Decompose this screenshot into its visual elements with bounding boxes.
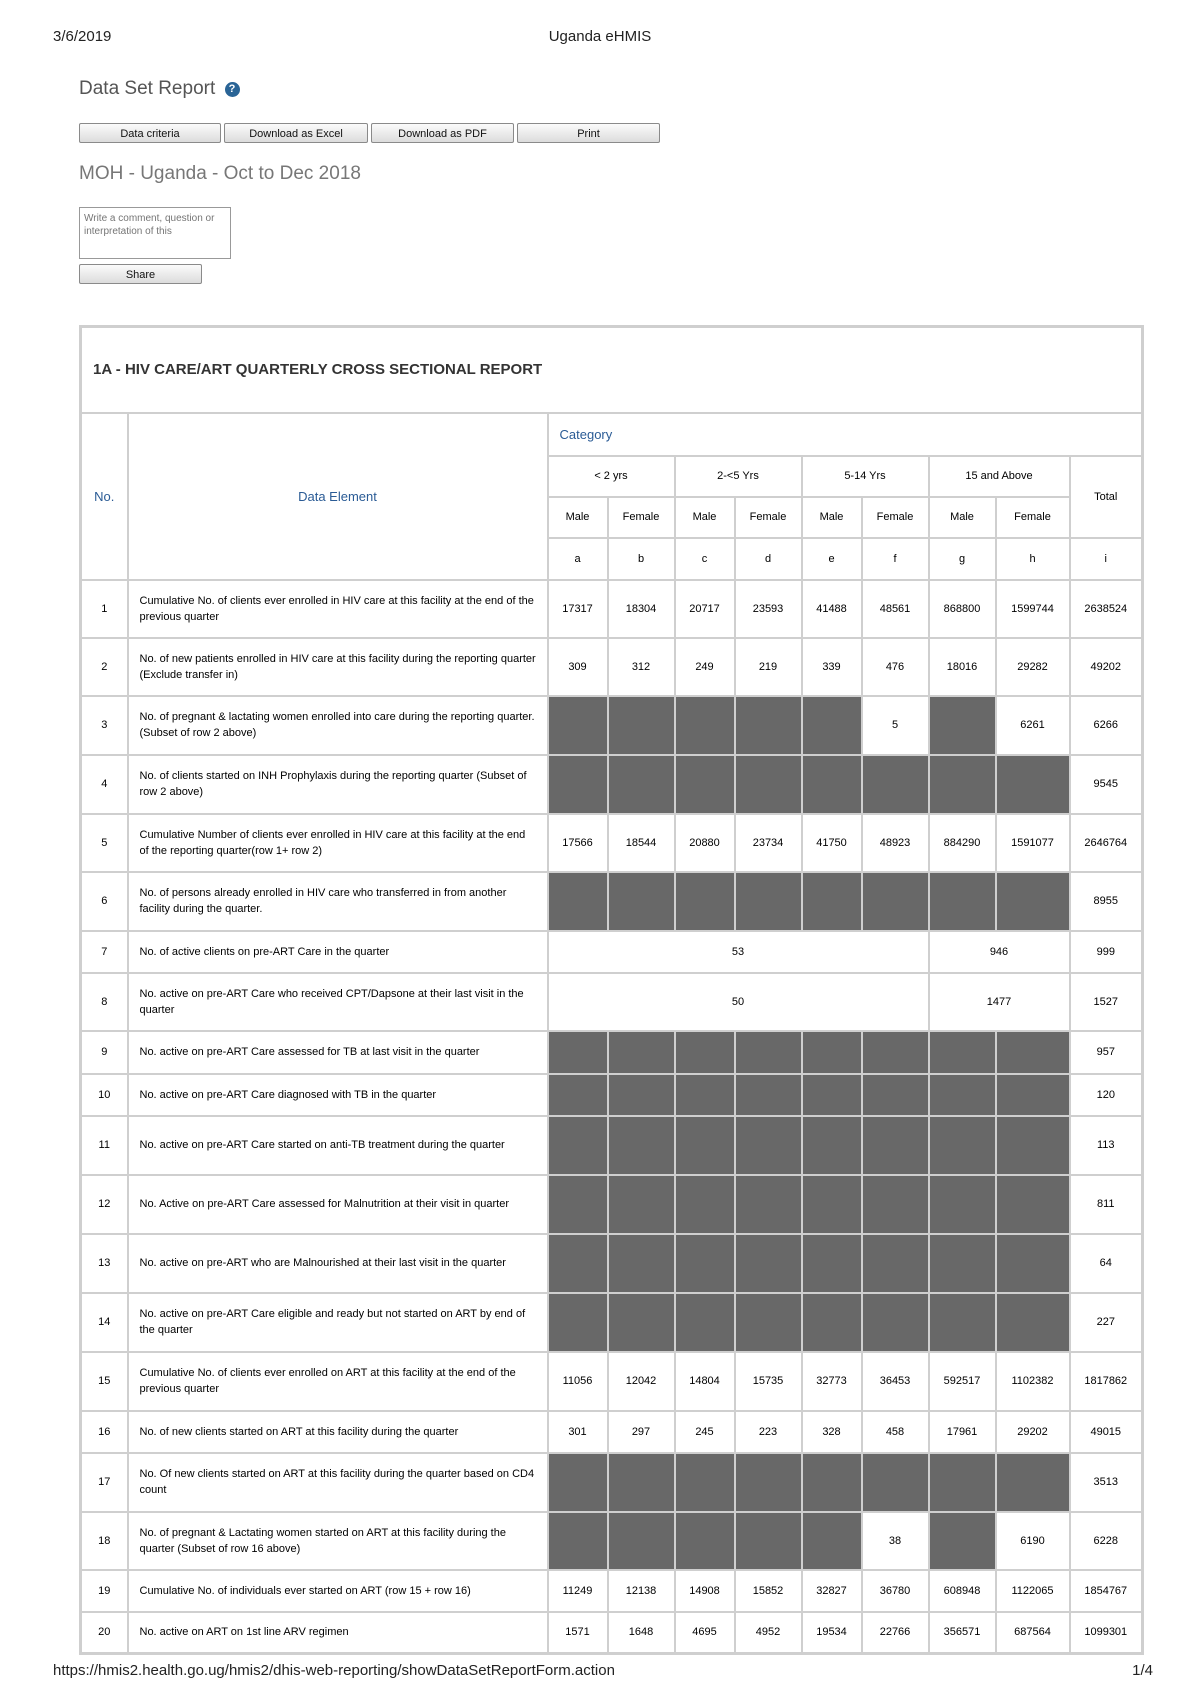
- disabled-cell: [862, 1074, 929, 1116]
- value-cell: 592517: [929, 1352, 996, 1411]
- value-cell: 11056: [548, 1352, 608, 1411]
- row-number: 17: [81, 1453, 128, 1512]
- row-number: 20: [81, 1612, 128, 1654]
- disabled-cell: [802, 1074, 862, 1116]
- share-button[interactable]: Share: [79, 264, 202, 284]
- header-column-letter: a: [548, 538, 608, 580]
- value-cell: 1648: [608, 1612, 675, 1654]
- disabled-cell: [802, 1293, 862, 1352]
- row-number: 12: [81, 1175, 128, 1234]
- disabled-cell: [735, 1074, 802, 1116]
- disabled-cell: [675, 1293, 735, 1352]
- disabled-cell: [996, 1234, 1070, 1293]
- value-cell: 17566: [548, 814, 608, 872]
- disabled-cell: [996, 872, 1070, 931]
- data-element-label: No. of persons already enrolled in HIV care who transferred in from another facility during the quarter.: [128, 872, 548, 931]
- total-cell: 120: [1070, 1074, 1143, 1116]
- disabled-cell: [996, 1293, 1070, 1352]
- disabled-cell: [675, 1116, 735, 1175]
- disabled-cell: [929, 872, 996, 931]
- data-criteria-button[interactable]: Data criteria: [79, 123, 221, 143]
- total-cell: 49015: [1070, 1411, 1143, 1453]
- value-cell: 458: [862, 1411, 929, 1453]
- header-sex: Male: [548, 497, 608, 538]
- total-cell: 113: [1070, 1116, 1143, 1175]
- value-cell: 1599744: [996, 580, 1070, 638]
- table-row: [81, 872, 1143, 931]
- value-cell: 36453: [862, 1352, 929, 1411]
- value-cell: 17961: [929, 1411, 996, 1453]
- disabled-cell: [735, 1031, 802, 1074]
- disabled-cell: [548, 1031, 608, 1074]
- total-cell: 999: [1070, 931, 1143, 973]
- disabled-cell: [548, 1175, 608, 1234]
- row-number: 10: [81, 1074, 128, 1116]
- disabled-cell: [735, 1453, 802, 1512]
- disabled-cell: [608, 872, 675, 931]
- disabled-cell: [608, 1453, 675, 1512]
- row-number: 11: [81, 1116, 128, 1175]
- disabled-cell: [675, 755, 735, 814]
- value-cell: 476: [862, 638, 929, 696]
- data-element-label: No. active on pre-ART Care eligible and ready but not started on ART by end of the quarter: [128, 1293, 548, 1352]
- data-element-label: No. Active on pre-ART Care assessed for Malnutrition at their visit in quarter: [128, 1175, 548, 1234]
- total-cell: 1817862: [1070, 1352, 1143, 1411]
- value-cell: 687564: [996, 1612, 1070, 1654]
- disabled-cell: [735, 755, 802, 814]
- table-row: [81, 931, 1143, 973]
- help-icon[interactable]: ?: [225, 82, 240, 97]
- header-category: Category: [548, 413, 1143, 456]
- row-number: 16: [81, 1411, 128, 1453]
- disabled-cell: [548, 755, 608, 814]
- value-cell: 4952: [735, 1612, 802, 1654]
- data-element-label: No. Of new clients started on ART at this facility during the quarter based on CD4 count: [128, 1453, 548, 1512]
- header-age-group: 5-14 Yrs: [802, 456, 929, 497]
- disabled-cell: [675, 1175, 735, 1234]
- disabled-cell: [996, 1175, 1070, 1234]
- disabled-cell: [548, 1074, 608, 1116]
- disabled-cell: [675, 1453, 735, 1512]
- row-number: 13: [81, 1234, 128, 1293]
- value-cell: 15735: [735, 1352, 802, 1411]
- disabled-cell: [802, 1234, 862, 1293]
- total-cell: 2638524: [1070, 580, 1143, 638]
- total-cell: 49202: [1070, 638, 1143, 696]
- data-element-label: No. of pregnant & Lactating women started on ART at this facility during the quarter (Subset of row 16 above): [128, 1512, 548, 1570]
- print-button[interactable]: Print: [517, 123, 660, 143]
- table-row: [81, 638, 1143, 696]
- disabled-cell: [929, 1031, 996, 1074]
- disabled-cell: [735, 1175, 802, 1234]
- value-cell: 946: [929, 931, 1070, 973]
- value-cell: 1477: [929, 973, 1070, 1031]
- total-cell: 6266: [1070, 696, 1143, 755]
- disabled-cell: [675, 872, 735, 931]
- table-row: [81, 580, 1143, 638]
- header-sex: Male: [675, 497, 735, 538]
- table-row: [81, 1074, 1143, 1116]
- page-heading: [79, 78, 240, 100]
- value-cell: 12042: [608, 1352, 675, 1411]
- print-url: https://hmis2.health.go.ug/hmis2/dhis-web-reporting/showDataSetReportForm.action: [53, 1662, 615, 1679]
- value-cell: 4695: [675, 1612, 735, 1654]
- disabled-cell: [735, 1234, 802, 1293]
- value-cell: 23593: [735, 580, 802, 638]
- disabled-cell: [608, 1175, 675, 1234]
- value-cell: 18304: [608, 580, 675, 638]
- value-cell: 11249: [548, 1570, 608, 1612]
- disabled-cell: [996, 1453, 1070, 1512]
- report-table: [79, 325, 1144, 1655]
- value-cell: 14804: [675, 1352, 735, 1411]
- row-number: 18: [81, 1512, 128, 1570]
- data-element-label: No. active on ART on 1st line ARV regimen: [128, 1612, 548, 1654]
- header-sex: Female: [608, 497, 675, 538]
- disabled-cell: [608, 1116, 675, 1175]
- disabled-cell: [929, 1512, 996, 1570]
- section-title: 1A - HIV CARE/ART QUARTERLY CROSS SECTIONAL REPORT: [81, 327, 1143, 413]
- disabled-cell: [862, 1293, 929, 1352]
- page-heading-text: Data Set Report: [79, 78, 216, 99]
- disabled-cell: [675, 1234, 735, 1293]
- value-cell: 1122065: [996, 1570, 1070, 1612]
- disabled-cell: [929, 1175, 996, 1234]
- total-cell: 8955: [1070, 872, 1143, 931]
- value-cell: 249: [675, 638, 735, 696]
- value-cell: 1102382: [996, 1352, 1070, 1411]
- value-cell: 23734: [735, 814, 802, 872]
- disabled-cell: [802, 755, 862, 814]
- disabled-cell: [929, 696, 996, 755]
- disabled-cell: [735, 1512, 802, 1570]
- disabled-cell: [608, 755, 675, 814]
- data-element-label: No. of clients started on INH Prophylaxis during the reporting quarter (Subset of row 2 above): [128, 755, 548, 814]
- value-cell: 32827: [802, 1570, 862, 1612]
- data-element-label: No. active on pre-ART Care started on anti-TB treatment during the quarter: [128, 1116, 548, 1175]
- value-cell: 53: [548, 931, 929, 973]
- table-row: [81, 1512, 1143, 1570]
- value-cell: 356571: [929, 1612, 996, 1654]
- header-no: No.: [81, 413, 128, 580]
- data-element-label: Cumulative No. of individuals ever started on ART (row 15 + row 16): [128, 1570, 548, 1612]
- data-element-label: No. active on pre-ART Care assessed for TB at last visit in the quarter: [128, 1031, 548, 1074]
- value-cell: 38: [862, 1512, 929, 1570]
- value-cell: 36780: [862, 1570, 929, 1612]
- value-cell: 309: [548, 638, 608, 696]
- value-cell: 19534: [802, 1612, 862, 1654]
- header-sex: Male: [802, 497, 862, 538]
- table-row: [81, 1612, 1143, 1654]
- header-age-group: 15 and Above: [929, 456, 1070, 497]
- disabled-cell: [862, 1031, 929, 1074]
- disabled-cell: [862, 872, 929, 931]
- value-cell: 223: [735, 1411, 802, 1453]
- table-row: [81, 755, 1143, 814]
- value-cell: 5: [862, 696, 929, 755]
- header-column-letter: c: [675, 538, 735, 580]
- disabled-cell: [735, 1116, 802, 1175]
- row-number: 5: [81, 814, 128, 872]
- comment-input[interactable]: [79, 207, 231, 259]
- value-cell: 41750: [802, 814, 862, 872]
- disabled-cell: [548, 1512, 608, 1570]
- value-cell: 6261: [996, 696, 1070, 755]
- disabled-cell: [548, 1116, 608, 1175]
- disabled-cell: [802, 1116, 862, 1175]
- disabled-cell: [929, 1116, 996, 1175]
- report-body: [81, 580, 1143, 1654]
- disabled-cell: [996, 1074, 1070, 1116]
- table-row: [81, 1453, 1143, 1512]
- header-column-letter: f: [862, 538, 929, 580]
- value-cell: 1571: [548, 1612, 608, 1654]
- disabled-cell: [735, 872, 802, 931]
- table-row: [81, 1570, 1143, 1612]
- disabled-cell: [802, 1453, 862, 1512]
- value-cell: 312: [608, 638, 675, 696]
- disabled-cell: [802, 1512, 862, 1570]
- disabled-cell: [862, 1453, 929, 1512]
- value-cell: 15852: [735, 1570, 802, 1612]
- value-cell: 14908: [675, 1570, 735, 1612]
- table-row: [81, 1175, 1143, 1234]
- row-number: 4: [81, 755, 128, 814]
- value-cell: 884290: [929, 814, 996, 872]
- value-cell: 339: [802, 638, 862, 696]
- value-cell: 20717: [675, 580, 735, 638]
- row-number: 2: [81, 638, 128, 696]
- header-column-letter: h: [996, 538, 1070, 580]
- value-cell: 297: [608, 1411, 675, 1453]
- table-row: [81, 696, 1143, 755]
- total-cell: 1854767: [1070, 1570, 1143, 1612]
- value-cell: 32773: [802, 1352, 862, 1411]
- disabled-cell: [996, 755, 1070, 814]
- value-cell: 18544: [608, 814, 675, 872]
- header-age-group: < 2 yrs: [548, 456, 675, 497]
- disabled-cell: [929, 755, 996, 814]
- disabled-cell: [862, 755, 929, 814]
- data-element-label: No. active on pre-ART Care who received CPT/Dapsone at their last visit in the quarter: [128, 973, 548, 1031]
- value-cell: 50: [548, 973, 929, 1031]
- disabled-cell: [929, 1293, 996, 1352]
- data-element-label: No. active on pre-ART Care diagnosed with TB in the quarter: [128, 1074, 548, 1116]
- header-column-letter: i: [1070, 538, 1143, 580]
- disabled-cell: [548, 696, 608, 755]
- disabled-cell: [675, 1512, 735, 1570]
- disabled-cell: [802, 1031, 862, 1074]
- value-cell: 328: [802, 1411, 862, 1453]
- disabled-cell: [675, 696, 735, 755]
- header-total: Total: [1070, 456, 1143, 538]
- value-cell: 22766: [862, 1612, 929, 1654]
- print-page-title: Uganda eHMIS: [548, 28, 652, 45]
- value-cell: 301: [548, 1411, 608, 1453]
- value-cell: 41488: [802, 580, 862, 638]
- data-element-label: No. of pregnant & lactating women enrolled into care during the reporting quarter. (Subset of row 2 above): [128, 696, 548, 755]
- header-age-group: 2-<5 Yrs: [675, 456, 802, 497]
- disabled-cell: [929, 1234, 996, 1293]
- table-row: [81, 1352, 1143, 1411]
- value-cell: 12138: [608, 1570, 675, 1612]
- disabled-cell: [996, 1116, 1070, 1175]
- row-number: 19: [81, 1570, 128, 1612]
- disabled-cell: [608, 1512, 675, 1570]
- header-sex: Female: [735, 497, 802, 538]
- header-column-letter: d: [735, 538, 802, 580]
- download-pdf-button[interactable]: Download as PDF: [371, 123, 514, 143]
- disabled-cell: [862, 1116, 929, 1175]
- row-number: 15: [81, 1352, 128, 1411]
- table-row: [81, 814, 1143, 872]
- disabled-cell: [862, 1175, 929, 1234]
- data-element-label: No. of active clients on pre-ART Care in the quarter: [128, 931, 548, 973]
- disabled-cell: [802, 872, 862, 931]
- total-cell: 811: [1070, 1175, 1143, 1234]
- disabled-cell: [929, 1453, 996, 1512]
- row-number: 14: [81, 1293, 128, 1352]
- disabled-cell: [548, 1293, 608, 1352]
- disabled-cell: [548, 872, 608, 931]
- value-cell: 17317: [548, 580, 608, 638]
- disabled-cell: [862, 1234, 929, 1293]
- total-cell: 227: [1070, 1293, 1143, 1352]
- row-number: 9: [81, 1031, 128, 1074]
- table-row: [81, 1031, 1143, 1074]
- table-row: [81, 1411, 1143, 1453]
- disabled-cell: [548, 1453, 608, 1512]
- disabled-cell: [608, 1293, 675, 1352]
- header-column-letter: e: [802, 538, 862, 580]
- total-cell: 1099301: [1070, 1612, 1143, 1654]
- data-element-label: Cumulative Number of clients ever enrolled in HIV care at this facility at the end of the reporting quarter(row 1+ row 2): [128, 814, 548, 872]
- report-title: MOH - Uganda - Oct to Dec 2018: [79, 163, 361, 184]
- disabled-cell: [608, 1074, 675, 1116]
- total-cell: 6228: [1070, 1512, 1143, 1570]
- row-number: 8: [81, 973, 128, 1031]
- disabled-cell: [802, 696, 862, 755]
- total-cell: 9545: [1070, 755, 1143, 814]
- row-number: 1: [81, 580, 128, 638]
- total-cell: 2646764: [1070, 814, 1143, 872]
- header-sex: Male: [929, 497, 996, 538]
- disabled-cell: [735, 1293, 802, 1352]
- row-number: 6: [81, 872, 128, 931]
- table-row: [81, 1116, 1143, 1175]
- value-cell: 20880: [675, 814, 735, 872]
- value-cell: 6190: [996, 1512, 1070, 1570]
- value-cell: 48561: [862, 580, 929, 638]
- value-cell: 48923: [862, 814, 929, 872]
- table-row: [81, 1234, 1143, 1293]
- data-element-label: Cumulative No. of clients ever enrolled on ART at this facility at the end of the previous quarter: [128, 1352, 548, 1411]
- disabled-cell: [735, 696, 802, 755]
- value-cell: 29202: [996, 1411, 1070, 1453]
- disabled-cell: [675, 1031, 735, 1074]
- row-number: 7: [81, 931, 128, 973]
- value-cell: 18016: [929, 638, 996, 696]
- disabled-cell: [929, 1074, 996, 1116]
- value-cell: 219: [735, 638, 802, 696]
- header-sex: Female: [996, 497, 1070, 538]
- download-excel-button[interactable]: Download as Excel: [224, 123, 368, 143]
- print-date: 3/6/2019: [53, 28, 112, 45]
- total-cell: 64: [1070, 1234, 1143, 1293]
- total-cell: 1527: [1070, 973, 1143, 1031]
- disabled-cell: [608, 1234, 675, 1293]
- data-element-label: No. of new patients enrolled in HIV care at this facility during the reporting quarter (Exclude transfer in): [128, 638, 548, 696]
- value-cell: 245: [675, 1411, 735, 1453]
- disabled-cell: [675, 1074, 735, 1116]
- print-page-number: 1/4: [1132, 1662, 1153, 1679]
- data-element-label: No. of new clients started on ART at this facility during the quarter: [128, 1411, 548, 1453]
- data-element-label: No. active on pre-ART who are Malnourished at their last visit in the quarter: [128, 1234, 548, 1293]
- value-cell: 608948: [929, 1570, 996, 1612]
- header-data-element: Data Element: [128, 413, 548, 580]
- total-cell: 3513: [1070, 1453, 1143, 1512]
- disabled-cell: [996, 1031, 1070, 1074]
- header-column-letter: g: [929, 538, 996, 580]
- header-column-letter: b: [608, 538, 675, 580]
- table-row: [81, 973, 1143, 1031]
- disabled-cell: [548, 1234, 608, 1293]
- disabled-cell: [608, 1031, 675, 1074]
- total-cell: 957: [1070, 1031, 1143, 1074]
- value-cell: 868800: [929, 580, 996, 638]
- disabled-cell: [608, 696, 675, 755]
- disabled-cell: [802, 1175, 862, 1234]
- value-cell: 29282: [996, 638, 1070, 696]
- value-cell: 1591077: [996, 814, 1070, 872]
- table-row: [81, 1293, 1143, 1352]
- data-element-label: Cumulative No. of clients ever enrolled in HIV care at this facility at the end of the previous quarter: [128, 580, 548, 638]
- header-sex: Female: [862, 497, 929, 538]
- row-number: 3: [81, 696, 128, 755]
